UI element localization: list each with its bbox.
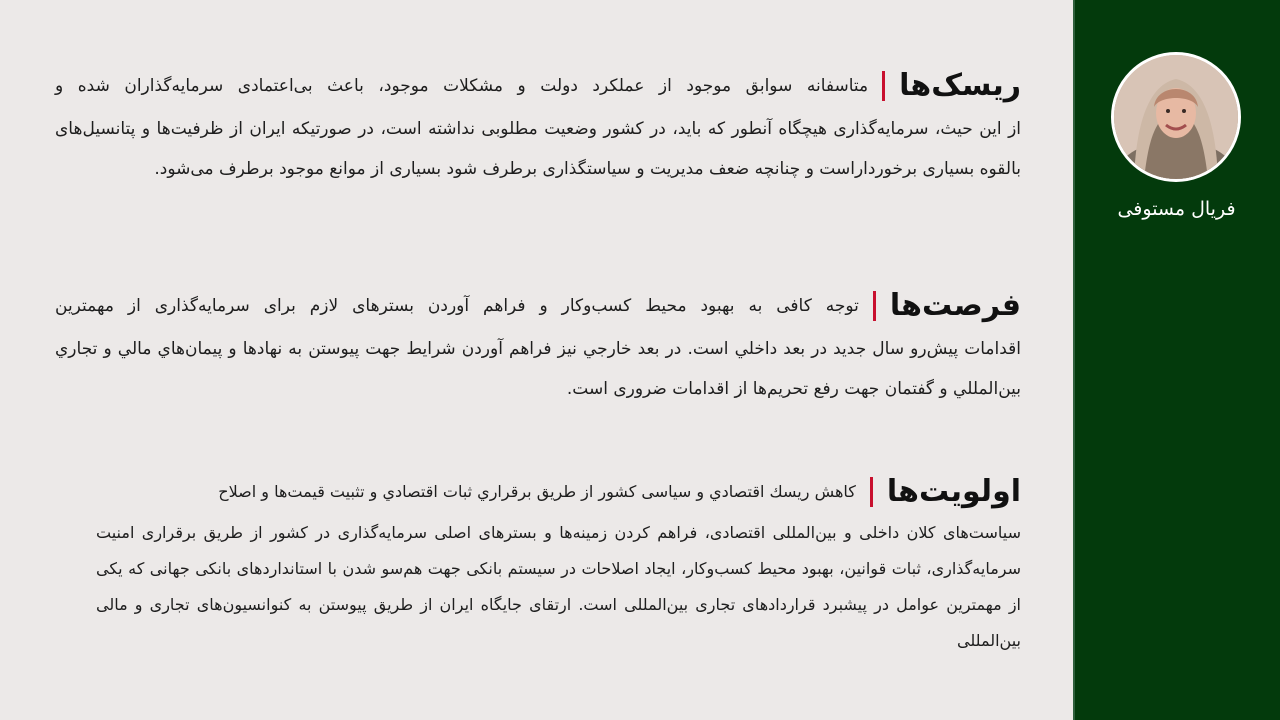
accent-bar (873, 291, 876, 321)
portrait-photo-icon (1114, 55, 1238, 179)
risks-title: ریسک‌ها (899, 68, 1021, 103)
priorities-title: اولویت‌ها (886, 474, 1021, 509)
priorities-body: سیاست‌های کلان داخلی و بین‌المللی اقتصادی، فراهم کردن زمینه‌ها و بسترهای اصلی سرمایه‌گذاری در کشور از طریق برقراری امنیت سرمایه‌گذاری، ثبات قوانین، بهبود محیط کسب‌وکار، ایجاد اصلاحات در سیستم بانکی جهت هم‌سو شدن با استانداردهای بانکی جهانی که یکی از مهمترین عوامل در پیشبرد قراردادهای تجاری بین‌المللی است. ارتقای جایگاه ایران از طریق پیوستن به کنوانسیون‌های تجاری و مالی بین‌المللی (96, 523, 1021, 650)
priorities-first-line: کاهش ریسك اقتصادي و سیاسی کشور از طریق برقراري ثبات اقتصادي و تثبیت قیمت‌ها و اصلاح (218, 482, 856, 501)
priorities-section (55, 474, 1021, 659)
priorities-heading-line (55, 474, 1021, 509)
risks-heading-line (55, 68, 1021, 103)
opportunities-title: فرصت‌ها (889, 288, 1021, 323)
author-avatar (1111, 52, 1241, 182)
risks-section (55, 68, 1021, 189)
opportunities-section (55, 288, 1021, 409)
author-sidebar (1073, 0, 1280, 720)
risks-body: از این حیث، سرمایه‌گذاری هیچگاه آنطور که باید، در کشور وضعیت مطلوبی نداشته است، در صورتیکه ایران از ظرفیت‌ها و پتانسیل‌های بالقوه بسیاری برخورداراست و چنانچه ضعف مدیریت و سیاستگذاری برطرف شود بسیاری از موانع موجود برطرف می‌شود. (55, 119, 1021, 179)
opportunities-heading-line (55, 288, 1021, 323)
opportunities-body: اقدامات پیش‌رو سال جدید در بعد داخلي است. در بعد خارجي نيز فراهم آوردن شرايط جهت پيوستن به نهادها و پيمان‌هاي مالي و تجاري بين‌المللي و گفتمان جهت رفع تحریم‌ها از اقدامات ضروری است. (55, 339, 1021, 399)
accent-bar (870, 477, 873, 507)
risks-first-line: متاسفانه سوابق موجود از عملکرد دولت و مشکلات موجود، باعث بی‌اعتمادی سرمایه‌گذاران شده و (55, 75, 869, 96)
opportunities-first-line: توجه کافی به بهبود محیط کسب‌وکار و فراهم آوردن بسترهای لازم برای سرمایه‌گذاری از مهمترین (55, 295, 859, 316)
accent-bar (882, 71, 885, 101)
author-name: فریال مستوفی (1117, 198, 1236, 220)
